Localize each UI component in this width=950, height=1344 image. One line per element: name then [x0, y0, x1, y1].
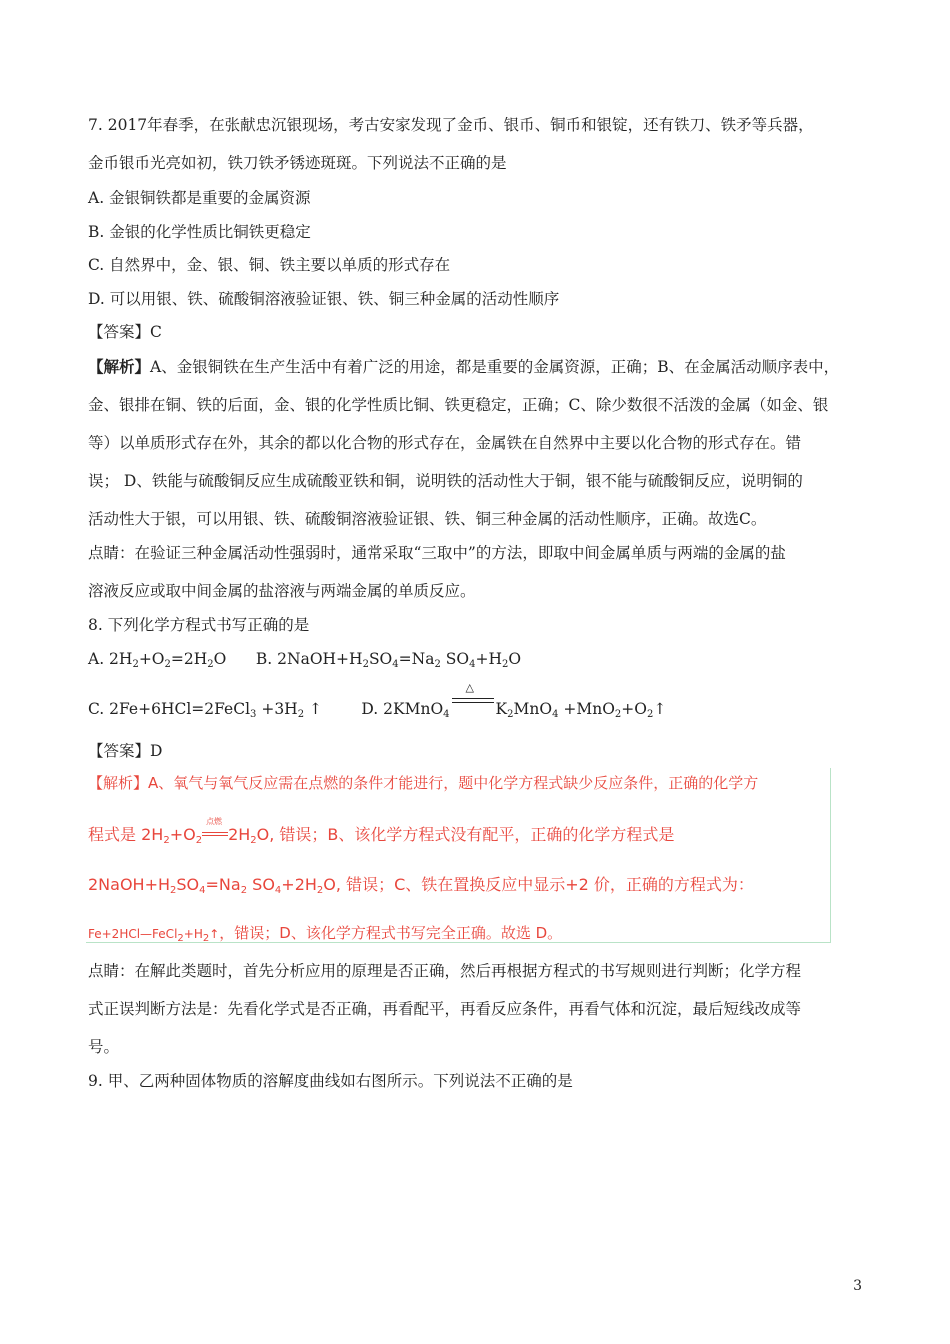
q7-option-d: D. 可以用银、铁、硫酸铜溶液验证银、铁、铜三种金属的活动性顺序: [88, 290, 560, 308]
q8-option-d: D. 2KMnO$_4$ △ $K_2MnO_4$ $+MnO_2+O_2↑$: [361, 681, 667, 720]
q8-option-c: C. 2Fe+6HCl=2FeCl$_3$ $+3H_2$ ↑: [88, 700, 322, 720]
q8-stem: 8. 下列化学方程式书写正确的是: [88, 616, 310, 634]
q7-answer: 【答案】C: [88, 323, 162, 341]
heat-triangle-icon: △: [465, 681, 474, 694]
q7-analysis-label: 【解析】: [88, 357, 151, 376]
q7-stem-line2: 金币银币光亮如初，铁刀铁矛锈迹斑斑。下列说法不正确的是: [88, 154, 507, 172]
q8-red-line2-pre: 程式是: [88, 825, 137, 844]
q7-analysis-line5: 活动性大于银，可以用银、铁、硫酸铜溶液验证银、铁、铜三种金属的活动性顺序，正确。故选C。: [88, 510, 767, 528]
q7-tip-line2: 溶液反应或取中间金属的盐溶液与两端金属的单质反应。: [88, 582, 476, 600]
ignite-label: 点燃: [206, 817, 223, 826]
q7-option-b: B. 金银的化学性质比铜铁更稳定: [88, 223, 311, 241]
q7-stem-line1: 7. 2017年春季，在张献忠沉银现场，考古安家发现了金币、银币、铜币和银锭，还有铁刀、铁矛等兵器，: [88, 116, 814, 134]
q8-tip-line1: 点睛：在解此类题时，首先分析应用的原理是否正确，然后再根据方程式的书写规则进行判断；化学方程: [88, 962, 802, 980]
q7-option-a: A. 金银铜铁都是重要的金属资源: [88, 189, 311, 207]
ignite-condition-sign: [202, 817, 228, 840]
q7-analysis-line1: [88, 356, 868, 378]
q9-stem: 9. 甲、乙两种固体物质的溶解度曲线如右图所示。下列说法不正确的是: [88, 1072, 573, 1090]
q8-red-line4: $Fe+2HCl—FeCl_2+H_2↑$，错误；D、该化学方程式书写完全正确。故选 D。: [88, 924, 563, 944]
q8-red-line3: $2NaOH+H_2SO_4=Na_2$ $SO_4+2H_2O$, 错误；C、铁在置换反应中显示+2 价，正确的方程式为：: [88, 875, 754, 896]
q8-red-line1: 【解析】A、氧气与氧气反应需在点燃的条件才能进行，题中化学方程式缺少反应条件，正确的化学方: [88, 774, 759, 792]
q8-option-a: A. $2H_2+O_2=2H_2O$: [88, 650, 227, 670]
q8-analysis-image-frame: [86, 768, 831, 943]
q8-red-line2: 程式是 $2H_2+O_2$ 点燃 $2H_2O$, 错误；B、该化学方程式没有配平，正确的化学方程式是: [88, 817, 675, 846]
q8-red-line4-post: ，错误；D、该化学方程式书写完全正确。故选 D。: [219, 924, 563, 942]
q7-analysis-text1: A、金银铜铁在生产生活中有着广泛的用途，都是重要的金属资源，正确；B、在金属活动顺序表中，: [150, 358, 840, 376]
q7-analysis-line4: 误； D、铁能与硫酸铜反应生成硫酸亚铁和铜，说明铁的活动性大于铜，银不能与硫酸铜反应，说明铜的: [88, 472, 803, 490]
q8-tip-line2: 式正误判断方法是：先看化学式是否正确，再看配平，再看反应条件，再看气体和沉淀，最后短线改成等: [88, 1000, 802, 1018]
q8-red-line3-post: 错误；C、铁在置换反应中显示+2 价，正确的方程式为：: [346, 875, 754, 894]
q7-analysis-line3: 等）以单质形式存在外，其余的都以化合物的形式存在，金属铁在自然界中主要以化合物的形式存在。错: [88, 434, 802, 452]
q8-tip-line3: 号。: [88, 1038, 120, 1056]
heat-condition-sign: [450, 681, 496, 712]
q8-option-b: B. $2NaOH+H_2SO_4=Na_2$ $SO_4+H_2O$: [255, 650, 522, 670]
q7-analysis-line2: 金、银排在铜、铁的后面，金、银的化学性质比铜、铁更稳定，正确；C、除少数很不活泼的金属（如金、银: [88, 396, 829, 414]
q8-options-cd: [88, 681, 868, 726]
q7-tip-line1: 点睛：在验证三种金属活动性强弱时，通常采取“三取中”的方法，即取中间金属单质与两端的金属的盐: [88, 544, 786, 562]
q7-option-c: C. 自然界中，金、银、铜、铁主要以单质的形式存在: [88, 256, 451, 274]
q8-options-ab: [88, 648, 868, 676]
q8-red-line2-post: 错误；B、该化学方程式没有配平，正确的化学方程式是: [279, 825, 675, 844]
q8-answer: 【答案】D: [88, 742, 163, 760]
page-number: 3: [853, 1278, 862, 1294]
